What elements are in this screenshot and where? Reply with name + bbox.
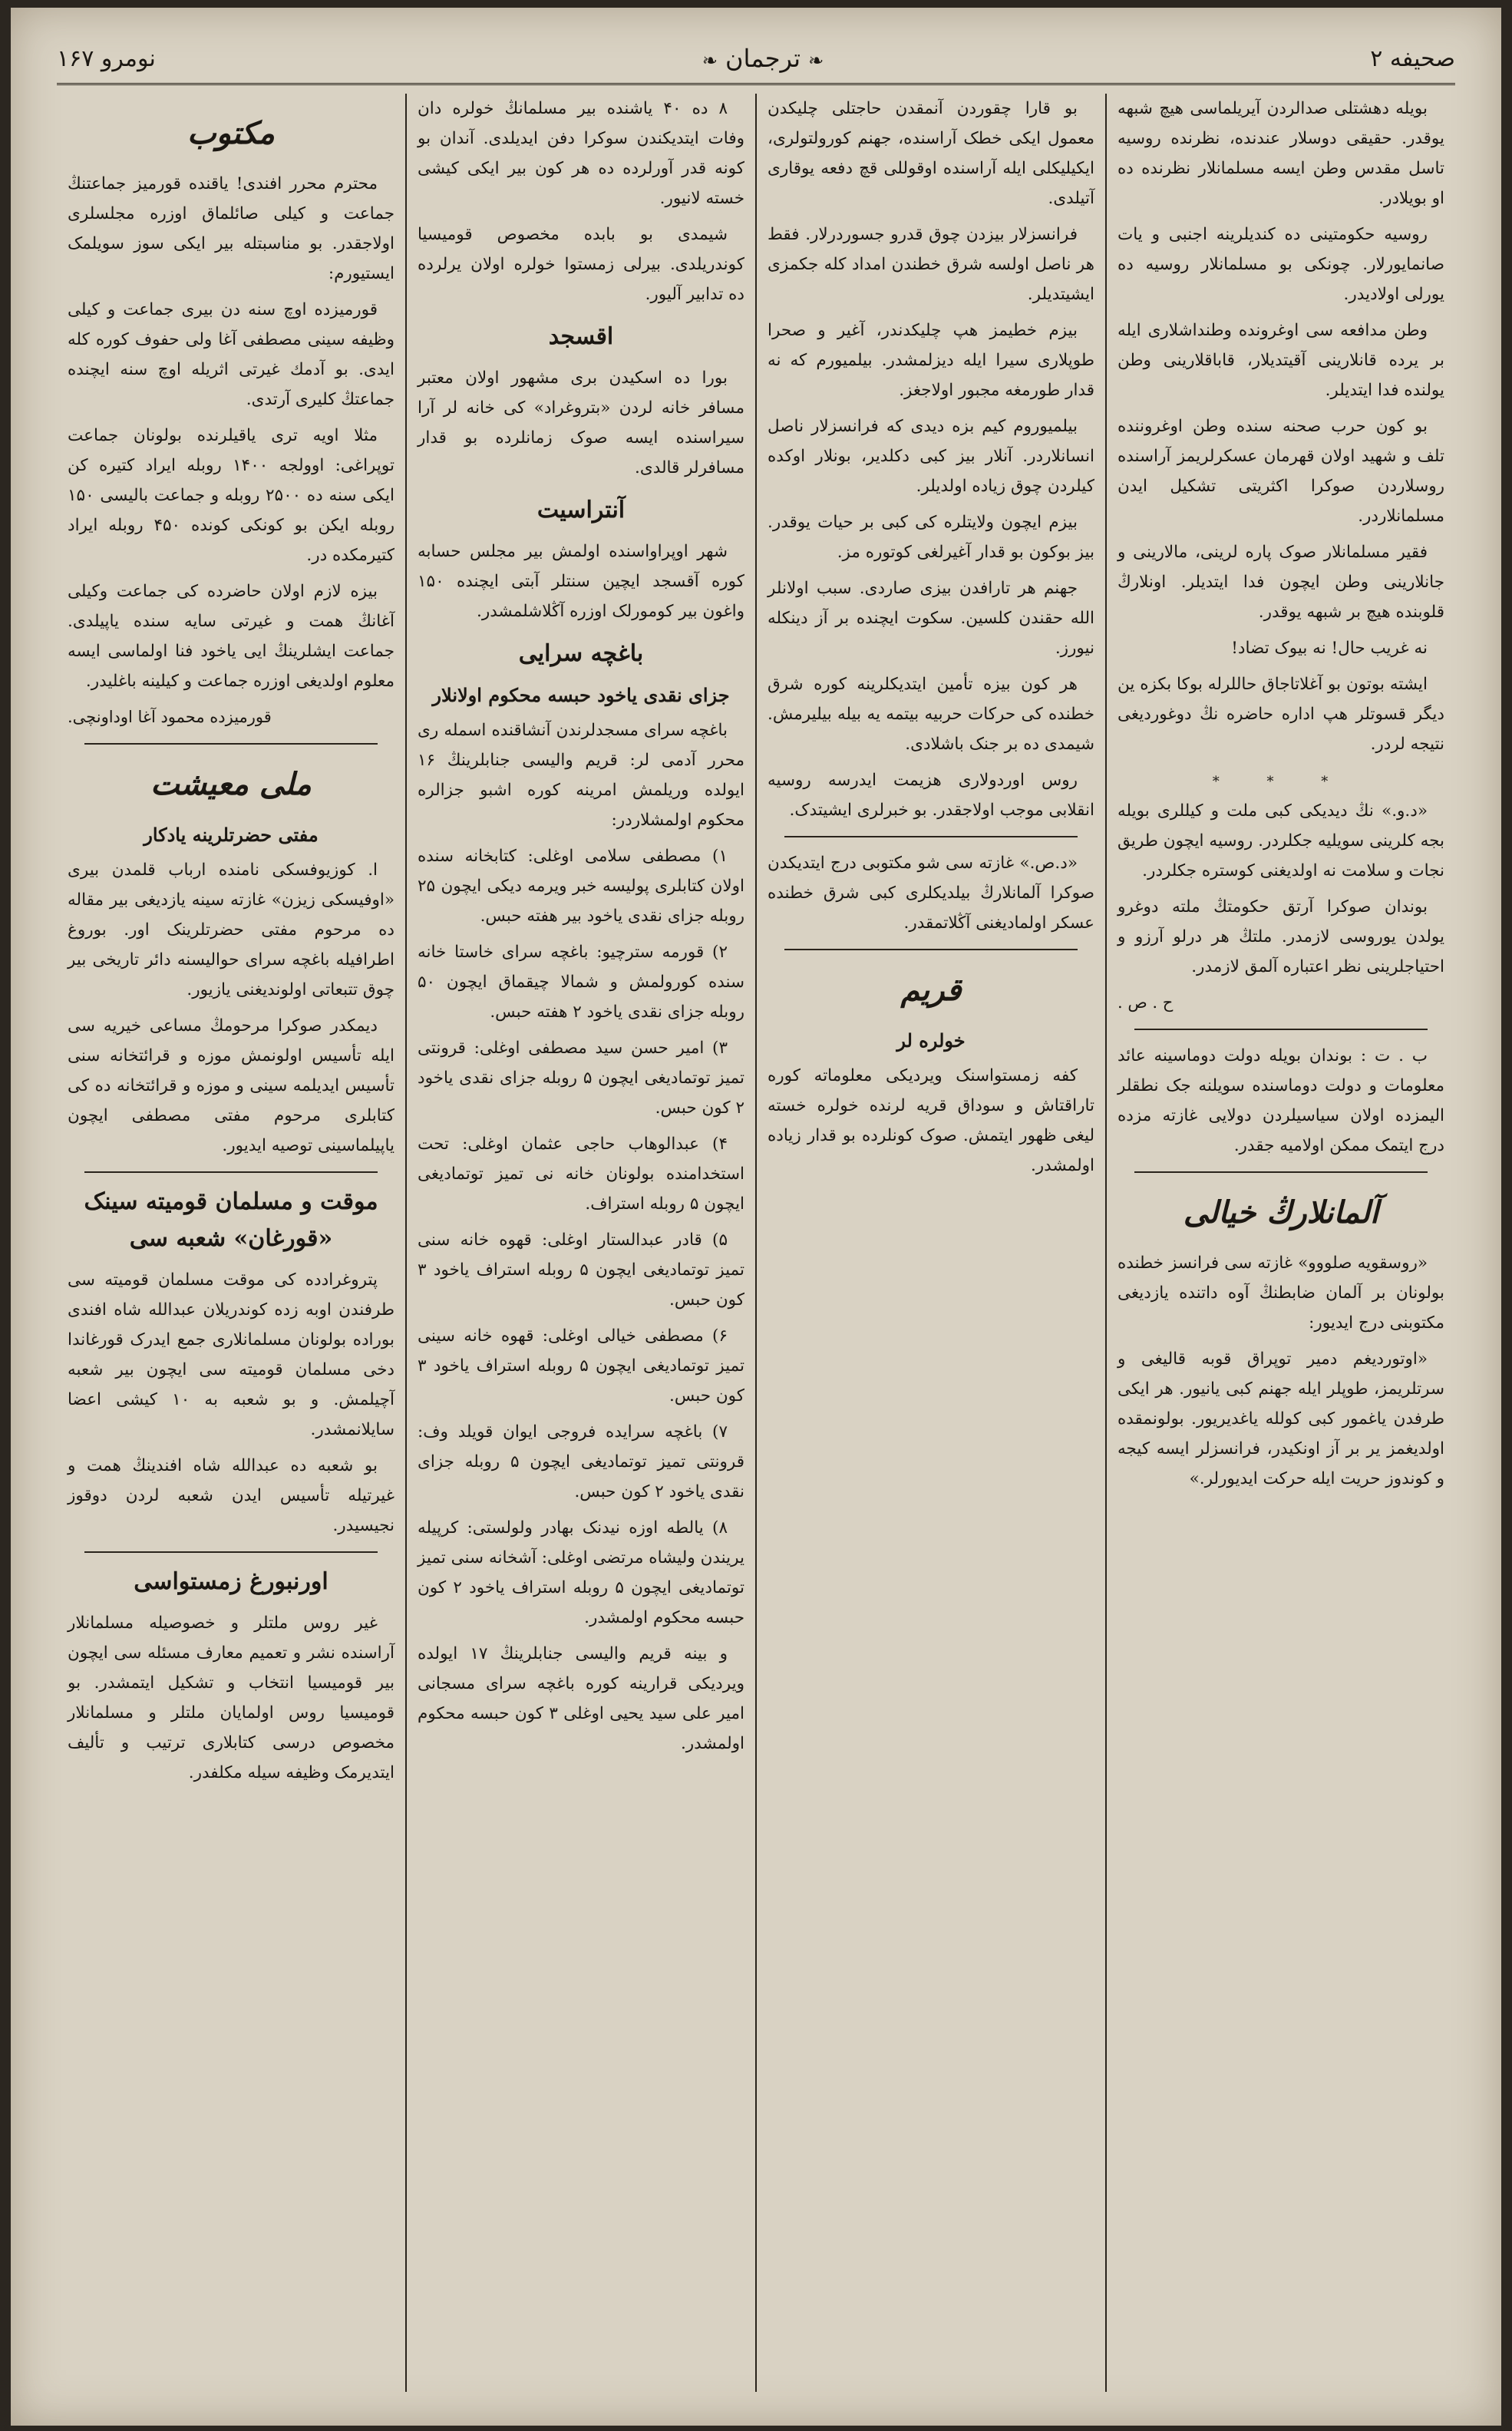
paragraph: شهر اوپراواسنده اولمش بیر مجلس حسابه کوره آقسجد ایچین سنتلر آبتی ایچنده ۱۵۰ واغون بیر کومورلک اوزره آڭلاشلمشدر. [418, 542, 744, 621]
paragraph: بو قارا چقوردن آنمقدن حاجتلی چلیکدن معمول ایکی خطک آراسنده، جهنم کورولتولری، ایکیلیکلی ایله آراسنده اوقوللی قچ دفعه یوقاری آتیلدی. [768, 99, 1094, 208]
article-heading: اقسجد [548, 323, 614, 350]
paragraph: بورا ده اسکیدن بری مشهور اولان معتبر مسافر خانه لردن «بتروغراد» کی خانه لر آرا سیراسنده ایسه صوک زمانلرده بو قدار مسافرلر قالدی. [418, 368, 744, 477]
paragraph: باغچه سرای مسجدلرندن آنشاقنده اسمله ری محرر آدمی لر: قریم والیسی جنابلرینڭ ۱۶ ایولده وریلمش امرینه کوره اشبو جزالره محکوم اولمشلاردر: [418, 721, 744, 830]
masthead [57, 34, 1455, 85]
paragraph: دیمکدر صوکرا مرحومڭ مساعی خیریه سی ایله تأسیس اولونمش موزه و قرائتخانه سنی تأسیس ایدیلمه سینی و موزه و قرائتخانه ده کی کتابلری مرحوم مفتی مصطفی ایچون یاپیلماسینی توصیه ایدیور. [68, 1016, 395, 1155]
paragraph: بیزم خطیمز هپ چلیکدندر، آغیر و صحرا طوپلاری سیرا ایله دیزلمشدر. بیلمیورم که نه قدار طورمغه مجبور اولاجغز. [768, 321, 1094, 400]
list-item: ۱) مصطفی سلامی اوغلی: کتابخانه سنده اولان کتابلری پولیسه خبر ویرمه دیکی ایچون ۲۵ روبله جزای نقدی یاخود بیر هفته حبس. [418, 847, 744, 926]
article-heading: اورنبورغ زمستواسی [134, 1568, 328, 1595]
paragraph: مثلا اویه تری یاقیلرنده بولونان جماعت توپراغی: اوولجه ۱۴۰۰ روبله ایراد کتیره کن ایکی سنه ده ۲۵۰۰ روبله و جماعت بالیسی ۱۵۰ روبله ایکن بو کونکی کونده ۴۵۰ روبله ایراد کتیرمکده در. [68, 426, 395, 565]
paragraph: ایشته بوتون بو آغلاتاجاق حاللرله بوکا بکزه ین دیگر قسوتلر هپ اداره حاضره نڭ دوغوردیغی نتیجه لردر. [1117, 675, 1444, 754]
paragraph: بوندان صوکرا آرتق حکومتڭ ملته دوغرو یولدن یوروسی لازمدر. ملتڭ هر درلو آرزو و احتیاجلرینی نظر اعتباره آلمق لازمدر. [1117, 897, 1444, 976]
paragraph: شیمدی بو بابده مخصوص قومیسیا کوندریلدی. بیرلی زمستوا خولره اولان یرلرده ده تدابیر آلیور. [418, 225, 744, 304]
paragraph: و بینه قریم والیسی جنابلرینڭ ۱۷ ایولده ویردیکی قرارینه کوره باغچه سرای مسجانی امیر علی سید یحیی اوغلی ۳ کون حبسه محکوم اولمشدر. [418, 1644, 744, 1753]
paragraph: بیلمیوروم کیم بزه دیدی که فرانسزلار ناصل انسانلاردر. آنلار بیز کبی دکلدیر، بونلار اوکده کیلردن چوق زیاده اولدیلر. [768, 417, 1094, 496]
article-subheading: جزای نقدی یاخود حبسه محکوم اولانلار [432, 684, 730, 706]
list-item: ۸) یالطه اوزه نیدنک بهادر ولولستی: کرپیله یریندن ولیشاه مرتضی اوغلی: آشخانه سنی تمیز توتمادیغی ایچون ۵ روبله استراف یاخود ۲ کون حبسه محکوم اولمشدر. [418, 1518, 744, 1627]
paragraph: پتروغرادده کی موقت مسلمان قومیته سی طرفندن اوبه زده کوندریلان عبدالله شاه افندی بوراده بولونان مسلمانلاری جمع ایدرک قورغاندا دخی مسلمان قومیته سی ایچون بیر شعبه آچیلمش. و بو شعبه به ۱۰ کیشی اعضا سایلانمشدر. [68, 1270, 395, 1439]
paragraph: ب . ت : بوندان بویله دولت دوماسینه عائد معلومات و دولت دوماسنده سویلنه جک نطقلر الیمزده اولان سیاسیلردن دولایی غازته مزده درج ایتمک ممکن اولامیه جقدر. [1117, 1046, 1444, 1155]
newspaper-page [11, 8, 1501, 2426]
paragraph: «اوتوردیغم دمیر توپراق قوبه قالیغی و سرتلریمز، طوپلر ایله جهنم کبی یانیور. هر ایکی طرفدن یاغمور کبی کولله یاغدیریور. بولونمقده اولدیغمز یر بر آز اونکیدر، فرانسزلر ایسه کیجه و کوندوز حریت ایله حرکت ایدیورلر.» [1117, 1349, 1444, 1488]
paragraph: روس اوردولاری هزیمت ایدرسه روسیه انقلابی موجب اولاجقدر. بو خبرلری ایشیتدک. [768, 771, 1094, 820]
list-item: ۷) باغچه سرایده فروجی ایوان قویلد وف: قرونتی تمیز توتمادیغی ایچون ۵ روبله جزای نقدی یاخود ۲ کون حبس. [418, 1422, 744, 1501]
paragraph: فقیر مسلمانلار صوک پاره لرینی، مالارینی و جانلارینی وطن ایچون فدا ایتدیلر. اونلارڭ قلوبنده هیچ بر شبهه یوقدر. [1117, 543, 1444, 622]
divider [784, 836, 1078, 837]
paragraph: قورمیزده اوچ سنه دن بیری جماعت و کیلی وظیفه سینی مصطفی آغا ولی حفوف کوره کله ایدی. بو آدمك غیرتی اثریله اوچ سنه ایچنده جماعتڭ کلیری آرتدی. [68, 300, 395, 409]
paragraph: بویله دهشتلی صدالردن آیریلماسی هیچ شبهه یوقدر. حقیقی دوسلار عندنده، نظرنده روسیه تاسل مقدس وطن ایسه مسلمانلار نظرنده ده او بویلادر. [1117, 99, 1444, 208]
paragraph: غیر روس ملتلر و خصوصیله مسلمانلار آراسنده نشر و تعمیم معارف مسئله سی ایچون بیر قومیسیا انتخاب و تشکیل ایتمشدر. بو قومیسیا روس اولمایان ملتلر و مسلمانلار مخصوص درسی کتابلاری ترتیب و تألیف ایتدیرمک وظیفه سیله مکلفدر. [68, 1614, 395, 1782]
list-item: ۵) قادر عبدالستار اوغلی: قهوه خانه سنی تمیز توتمادیغی ایچون ۵ روبله استراف یاخود ۳ کون حبس. [418, 1230, 744, 1310]
divider: ⁎ ⁎ ⁎ [1212, 769, 1350, 785]
list-item: ۴) عبدالوهاب حاجی عثمان اوغلی: تحت استخدامنده بولونان خانه نی تمیز توتمادیغی ایچون ۵ روبله استراف. [418, 1135, 744, 1214]
section-heading: ملی معیشت [150, 766, 312, 802]
divider [84, 1551, 378, 1553]
list-item: ۲) قورمه سترچیو: باغچه سرای خاستا خانه سنده کورولمش و شمالا چیقماق ایچون ۵۰ روبله جزای نقدی یاخود ۲ هفته حبس. [418, 943, 744, 1022]
column-4 [57, 94, 405, 2392]
article-heading: آلمانلارڭ خیالی [1183, 1194, 1379, 1230]
paragraph: «روسقویه صلووو» غازته سی فرانسز خطنده بولونان بر آلمان ضابطنڭ آوه داتنده یازدیغی مکتوبنی درج ایدیور: [1117, 1253, 1444, 1333]
divider [84, 1171, 378, 1173]
issue-number: نومرو ۱۶۷ [57, 45, 156, 72]
column-1 [1105, 94, 1455, 2392]
paragraph: وطن مدافعه سی اوغرونده وطنداشلاری ایله بر یرده قانلارینی آقیتدیلار، قاباقلارینی وطن یولنده فدا ایتدیلر. [1117, 321, 1444, 400]
divider [784, 949, 1078, 950]
columns [57, 94, 1455, 2392]
paragraph: ۸ ده ۴۰ یاشنده بیر مسلمانڭ خولره دان وفات ایتدیکندن سوکرا دفن ایدیلدی. آندان بو کونه قدر آورلرده ده هر کون بیر ایکی کیشی خسته لانیور. [418, 99, 744, 208]
article-heading: مفتی حضرتلرینه یادکار [144, 824, 319, 846]
article-heading: باغچه سرایی [518, 640, 644, 667]
divider [1134, 1029, 1428, 1030]
paragraph: «د.ص.» غازته سی شو مکتوبی درج ایتدیکدن صوکرا آلمانلارڭ بیلدیکلری کبی شرق خطنده عسکر اولمادیغنی آڭلاتمقدر. [768, 854, 1094, 933]
paragraph: ا. کوزیوفسکی نامنده ارباب قلمدن بیری «اوفیسکی زیزن» غازته سینه یازدیغی بیر مقاله ده مرحوم مفتی حضرتلرینک اور. بوروغ اطرافیله باغچه سرای حوالیسنه دائر تاریخی بیر چوق تتبعاتی اولوندیغنی یازیور. [68, 860, 395, 999]
signature: قورمیزده محمود آغا اوداونچی. [68, 708, 272, 726]
column-2 [755, 94, 1105, 2392]
divider [84, 743, 378, 745]
column-3 [405, 94, 755, 2392]
article-heading: خولره لر [896, 1029, 966, 1052]
signature: ح . ص . [1117, 993, 1174, 1012]
article-heading: آنتراسیت [536, 497, 626, 524]
paragraph: «د.و.» نڭ دیدیکی کبی ملت و کیللری بویله بجه کلرینی سویلیه جکلردر. روسیه ایچون طریق نجات و سلامت نه اولدیغنی کوستره جکلردر. [1117, 801, 1444, 880]
list-item: ۶) مصطفی خیالی اوغلی: قهوه خانه سینی تمیز توتمادیغی ایچون ۵ روبله استراف یاخود ۳ کون حبس. [418, 1326, 744, 1405]
newspaper-title: ❧ ترجمان ❧ [695, 44, 831, 73]
paragraph: محترم محرر افندی! یاقنده قورمیز جماعتنڭ جماعت و کیلی صائلماق اوزره مجلسلری اولاجقدر. بو مناسبتله بیر ایکی سوز سویلمک ایستیورم: [68, 174, 395, 283]
paragraph: بو کون حرب صحنه سنده وطن اوغروننده تلف و شهید اولان قهرمان عسکرلریمز آراسنده روسلاردن صوکرا اکثریتی تشکیل ایدن مسلمانلاردر. [1117, 417, 1444, 526]
paragraph: بیزه لازم اولان حاضرده کی جماعت وکیلی آغانڭ همت و غیرتی سایه سنده یاپیلدی. جماعت ایشلرینڭ ایی یاخود فنا اولماسی ایسه معلوم اولدیغی اوزره جماعت و کیلینه باغلیدر. [68, 582, 395, 691]
paragraph: نه غریب حال! نه بیوک تضاد! [1231, 639, 1428, 658]
list-item: ۳) امیر حسن سید مصطفی اوغلی: قرونتی تمیز توتمادیغی ایچون ۵ روبله جزای نقدی یاخود ۲ کون حبس. [418, 1039, 745, 1118]
paragraph: جهنم هر تارافدن بیزی صاردی. سبب اولانلر الله حقندن کلسین. سکوت ایچنده بر آز دینکله نیورز. [768, 579, 1094, 658]
paragraph: بیزم ایچون ولایتلره کی کبی بر حیات یوقدر. بیز بوکون بو قدار آغیرلغی کوتوره مز. [768, 513, 1094, 562]
page-number: صحیفه ۲ [1370, 45, 1455, 72]
paragraph: هر کون بیزه تأمین ایتدیکلرینه کوره شرق خطنده کی حرکات حربیه بیتمه یه بیله بیلیرمش. شیمدی ده بر جنک باشلادی. [768, 675, 1094, 754]
paragraph: بو شعبه ده عبدالله شاه افندینڭ همت و غیرتیله تأسیس ایدن شعبه لردن دوقوز نجیسیدر. [68, 1456, 395, 1535]
divider [1134, 1171, 1428, 1173]
section-heading: قریم [900, 972, 962, 1008]
paragraph: روسیه حکومتینی ده کندیلرینه اجنبی و یات صانمایورلار. چونکی بو مسلمانلار روسیه ده یورلی اولادیدر. [1117, 225, 1444, 304]
article-heading: مکتوب [187, 115, 275, 151]
paragraph: فرانسزلار بیزدن چوق قدرو جسوردرلار. فقط هر ناصل اولسه شرق خطندن امداد کله جکمزی ایشیتدیلر. [768, 225, 1094, 304]
paragraph: کفه زمستواسنک ویردیکی معلوماته کوره تاراقتاش و سوداق قریه لرنده خولره خسته لیغی ظهور ایتمش. صوک کونلرده بو قدار زیاده اولمشدر. [768, 1066, 1094, 1175]
article-heading: موقت و مسلمان قومیته سینک «قورغان» شعبه سی [84, 1188, 378, 1252]
